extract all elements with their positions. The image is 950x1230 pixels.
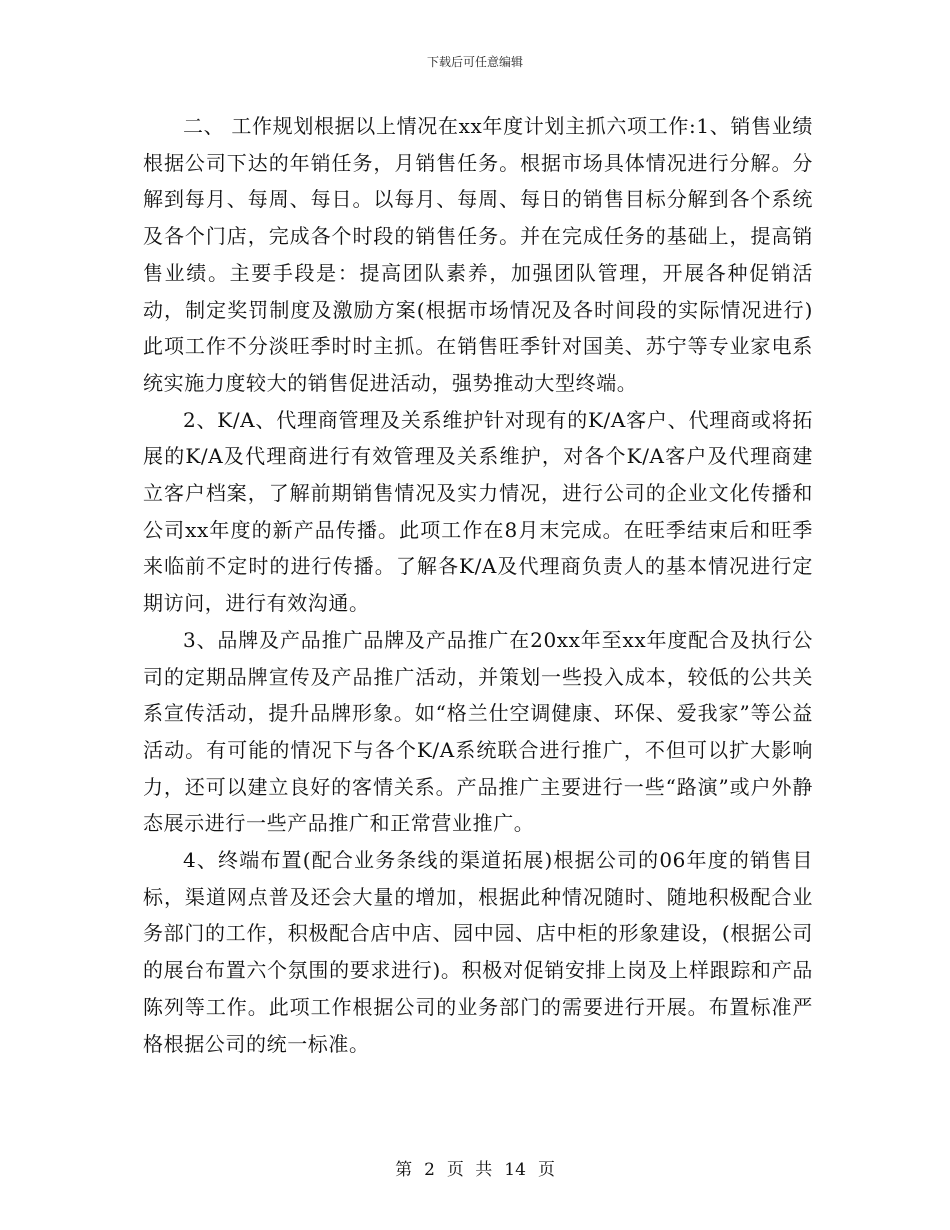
paragraph-work-plan: 二、 工作规划根据以上情况在xx年度计划主抓六项工作:1、销售业绩根据公司下达的年销任务，月销售任务。根据市场具体情况进行分解。分解到每月、每周、每日。以每月、每周、每日的销售目标分解到各个系统及各个门店，完成各个时段的销售任务。并在完成任务的基础上，提高销售业绩。主要手段是：提高团队素养，加强团队管理，开展各种促销活动，制定奖罚制度及激励方案(根据市场情况及各时间段的实际情况进行)此项工作不分淡旺季时时主抓。在销售旺季针对国美、苏宁等专业家电系统实施力度较大的销售促进活动，强势推动大型终端。 (143, 114, 813, 395)
page-header: 下载后可任意编辑 (426, 55, 523, 69)
paragraph-brand-promotion: 3、品牌及产品推广品牌及产品推广在20xx年至xx年度配合及执行公司的定期品牌宣传及产品推广活动，并策划一些投入成本，较低的公共关系宣传活动，提升品牌形象。如“格兰仕空调健康、环保、爱我家”等公益活动。有可能的情况下与各个K/A系统联合进行推广，不但可以扩大影响力，还可以建立良好的客情关系。产品推广主要进行一些“路演”或户外静态展示进行一些产品推广和正常营业推广。 (143, 627, 813, 836)
footer-prefix: 第 (395, 1160, 413, 1180)
page-footer (0, 1155, 950, 1180)
footer-suffix: 页 (537, 1160, 555, 1180)
paragraph-ka-agent-management: 2、K/A、代理商管理及关系维护针对现有的K/A客户、代理商或将拓展的K/A及代理商进行有效管理及关系维护，对各个K/A客户及代理商建立客户档案，了解前期销售情况及实力情况，进行公司的企业文化传播和公司xx年度的新产品传播。此项工作在8月末完成。在旺季结束后和旺季来临前不定时的进行传播。了解各K/A及代理商负责人的基本情况进行定期访问，进行有效沟通。 (143, 407, 813, 616)
footer-current-page: 2 (424, 1160, 435, 1180)
document-body (143, 108, 813, 1062)
footer-total-pages: 14 (504, 1160, 526, 1180)
footer-middle: 页 共 (446, 1160, 493, 1180)
paragraph-terminal-layout: 4、终端布置(配合业务条线的渠道拓展)根据公司的06年度的销售目标，渠道网点普及还会大量的增加，根据此种情况随时、随地积极配合业务部门的工作，积极配合店中店、园中园、店中柜的形象建设，(根据公司的展台布置六个氛围的要求进行)。积极对促销安排上岗及上样跟踪和产品陈列等工作。此项工作根据公司的业务部门的需要进行开展。布置标准严格根据公司的统一标准。 (143, 848, 813, 1056)
